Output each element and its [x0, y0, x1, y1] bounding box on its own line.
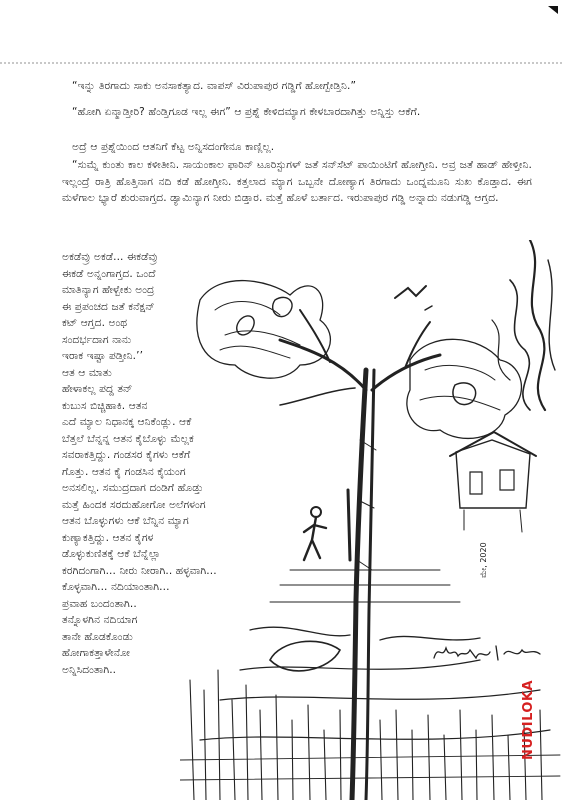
text-line: ಕರಗಿದಂಗಾಗಿ... ನೀರು ನೀರಾಗಿ.. ಹಳ್ಳವಾಗಿ... — [62, 564, 217, 577]
text-line: ಡೊಳ್ಳುಕುಣಿತಕ್ಕೆ ಆಕೆ ಬೆನ್ನೆಲ್ಲಾ — [62, 548, 161, 560]
story-paragraph-1: “ಇನ್ನು ತಿರಗಾದು ಸಾಕು ಅನಸಾಕತ್ಯಾದ. ವಾಪಸ್ ವಿರುಪಾಪುರ ಗಡ್ಡಿಗೆ ಹೋಗ್ಬೇಡ್ತಿನಿ.” — [72, 80, 357, 92]
text-line: ಸವರಾಕತ್ತಿದ್ದು. ಗಂಡಸರ ಕೈಗಳು ಆಕೆಗೆ — [62, 449, 191, 461]
artist-signature-icon — [430, 640, 550, 664]
story-paragraph-2: “ಹೋಗಿ ಏನ್ಮಾಡ್ತೀರಿ? ಹೆಂಡ್ತಿಗೂಡ ಇಲ್ಲ ಈಗ” ಆ ಪ್ರಶ್ನೆ ಕೇಳಿದಮ್ಯಾಗ ಕೇಳಬಾರದಾಗಿತ್ತು ಅನ್ನಿಸ್ತು ಆಕೆಗೆ. — [72, 106, 421, 118]
corner-mark-icon — [548, 6, 558, 14]
text-line: ಮಾತಿನ್ಯಾಗ ಹೇಳ್ಬೇಕು ಅಂದ್ರ — [62, 284, 155, 296]
text-line: ಈ ಪ್ರಪಂಚದ ಜತೆ ಕನೆಕ್ಷನ್ — [62, 300, 155, 313]
artwork-date: ಮೇ, 2020 — [479, 542, 488, 578]
text-line: ಬೆತ್ತಲೆ ಬೆನ್ನನ್ನ ಆತನ ಕೈಬೊಳ್ಳು ಮೆಲ್ಲಕ — [62, 432, 194, 445]
text-line: ಕೊಳ್ಳವಾಗಿ... ನದಿಯಾಂತಾಗಿ... — [62, 581, 170, 593]
text-line: ಕುಬುಸ ಬಿಚ್ಚಿಹಾಕಿ. ಆತನ — [62, 399, 148, 412]
text-line: ಮತ್ತೆ ಹಿಂದಕ ಸರದುಹೋಗೋ ಅಲೆಗಳಂಗ — [62, 498, 206, 511]
text-line: ಕಟ್ ಆಗ್ತದ. ಅಂಥ — [62, 317, 128, 329]
text-line: ತನ್ನೊಳಗಿನ ನದಿಯಾಗ — [62, 614, 138, 626]
text-line: ಆತ ಆ ಮಾತು — [62, 366, 112, 379]
text-line: ಇರಾಕ ಇಷ್ಟಾ ಪಡ್ತೀನಿ.’’ — [62, 350, 144, 362]
text-line: ತಾನೇ ಹೊಡಕೊಂಡು — [62, 630, 133, 643]
text-line: ಹೇಳಾಕಲ್ಲ ಪದ್ದ ತನ್ — [62, 383, 133, 395]
header-dotted-rule — [0, 62, 562, 64]
tree-sketch-illustration — [180, 240, 562, 800]
text-line: ಪ್ರವಾಹ ಬಂದಂತಾಗಿ.. — [62, 597, 137, 610]
text-line: ಕುಣ್ಯಾಕತ್ತಿದ್ದು. ಆತನ ಕೈಗಳ — [62, 531, 154, 544]
text-line: ಆತನ ಬೊಳ್ಳುಗಳು ಆಕೆ ಬೆನ್ನಿನ ಮ್ಯಾಗ — [62, 515, 189, 527]
text-line: ಅನ್ನಿಸಿದಂತಾಗಿ.. — [62, 663, 117, 676]
wrapped-text-column — [62, 249, 217, 678]
text-line: ಅಕಡೆವ್ರು ಅಕಡೆ... ಈಕಡೆವ್ರು — [62, 251, 158, 263]
text-line: ಎದೆ ಮ್ಯಾಲ ನಿಧಾನಕ್ಕ ಆನಿಕೆಂಡ್ಲು. ಆಕೆ — [62, 416, 192, 428]
story-paragraph-4: “ಸುಮ್ನೆ ಕುಂತು ಕಾಲ ಕಳೀತೀನಿ. ಸಾಯಂಕಾಲ ಫಾರಿನ್ ಟೂರಿಸ್ಟುಗಳ್ ಜತೆ ಸನ್‌ಸೆಟ್ ಪಾಯಿಂಟಿಗೆ ಹೋಗ್ತೀನಿ. ಅವ್ರ ಜತೆ ಹಾಡ್ ಹೇಳ್ತೀನಿ. ಇಲ್ಲಂದ್ರೆ ರಾತ್ರಿ ಹೊತ್ತಿನಾಗ ನದಿ ಕಡೆ ಹೋಗ್ತೀನಿ. ಕತ್ತಲಾದ ಮ್ಯಾಗ ಒಬ್ಬನೇ ದೋಣ್ಯಾಗ ತಿರಗಾದು ಒಂದ್ನಮೂನಿ ಸುಖ ಕೊಡ್ತಾದ. ಈಗ ಮಳೆಗಾಲ ಭ್ಯಾರೆ ಶುರುವಾಗ್ತದ. ಡ್ಯಾಮಿನ್ಯಾಗ ನೀರು ಬಿಡ್ತಾರ. ಮತ್ತೆ ಹೊಳೆ ಬರ್ತಾದ. ಇರುಪಾಪುರ ಗಡ್ಡಿ ಅನ್ನಾದು ನಡುಗಡ್ಡಿ ಆಗ್ತದ. — [62, 159, 532, 204]
text-line: ಸಂದರ್ಭದಾಗ ನಾನು — [62, 333, 132, 346]
text-line: ಹೋಗಾಕತ್ತಾಳೇನೋ — [62, 647, 131, 659]
story-paragraph-3: ಅದ್ರೆ ಆ ಪ್ರಶ್ನೆಯಿಂದ ಆತನಿಗೆ ಕೆಟ್ಟ ಅನ್ನಿಸದಂಗೇನೂ ಕಾಣ್ಲಿಲ್ಲ. — [72, 141, 275, 153]
brand-logo-text: NUDILOKA — [521, 679, 536, 760]
text-line: ಗೊತ್ತು. ಆತನ ಕೈ ಗಂಡಸಿನ ಕೈಯಂಗ — [62, 465, 186, 478]
text-line: ಈಕಡೆ ಅನ್ನಂಗಾಗ್ತದ. ಒಂದೆ — [62, 267, 156, 280]
text-line: ಅನಸಲಿಲ್ಲ. ಸಮುದ್ರದಾಗ ದಂಡಿಗೆ ಹೊಡ್ತು — [62, 482, 204, 494]
